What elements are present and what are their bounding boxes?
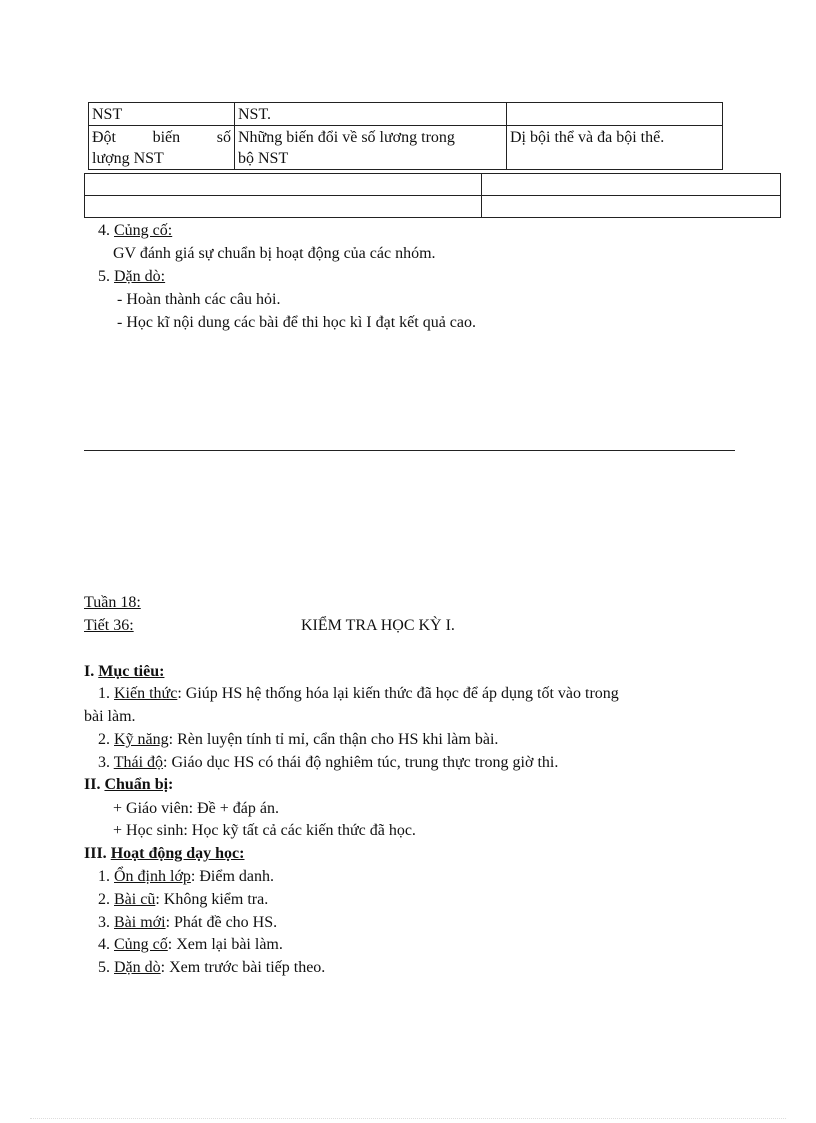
section-number: II. bbox=[84, 776, 101, 793]
table-row bbox=[89, 103, 723, 126]
section-heading bbox=[84, 776, 173, 794]
section-number: III. bbox=[84, 845, 107, 862]
section-number: I. bbox=[84, 663, 95, 680]
objective-item bbox=[98, 731, 498, 749]
table-cell bbox=[482, 196, 781, 218]
item-number: 3. bbox=[98, 914, 110, 931]
item-number: 5. bbox=[98, 959, 110, 976]
item-label: Kỹ năng bbox=[114, 731, 169, 748]
activity-item bbox=[98, 959, 325, 977]
classification-table bbox=[88, 102, 723, 170]
item-text: : Không kiểm tra. bbox=[155, 891, 269, 908]
dan-do-heading bbox=[98, 268, 165, 286]
cung-co-text: GV đánh giá sự chuẩn bị hoạt động của các nhóm. bbox=[113, 245, 436, 262]
cell-line: bộ NST bbox=[238, 150, 289, 167]
item-label: Củng cố: bbox=[114, 222, 173, 239]
item-label: Bài mới bbox=[114, 914, 166, 931]
item-number: 1. bbox=[98, 868, 110, 885]
section-title: Hoạt động dạy học: bbox=[110, 845, 245, 862]
item-text: : Phát đề cho HS. bbox=[165, 914, 278, 931]
table-row bbox=[85, 174, 781, 196]
item-text: : Xem lại bài làm. bbox=[167, 936, 283, 953]
justified-line bbox=[92, 127, 231, 148]
item-number: 4. bbox=[98, 936, 110, 953]
item-label: Củng cố bbox=[114, 936, 168, 953]
item-label: Ổn định lớp bbox=[114, 868, 191, 885]
objective-item bbox=[98, 754, 558, 772]
item-text: : Rèn luyện tính tỉ mỉ, cẩn thận cho HS khi làm bài. bbox=[168, 731, 499, 748]
table-row bbox=[89, 126, 723, 170]
table-row bbox=[85, 196, 781, 218]
cell-line: lượng NST bbox=[92, 150, 164, 167]
dan-do-item: - Học kĩ nội dung các bài để thi học kì I đạt kết quả cao. bbox=[117, 314, 476, 331]
empty-table bbox=[84, 173, 781, 218]
item-text: : Xem trước bài tiếp theo. bbox=[160, 959, 326, 976]
item-label: Thái độ bbox=[113, 754, 164, 771]
table-cell: NST. bbox=[235, 103, 507, 126]
table-cell bbox=[85, 196, 482, 218]
objective-item bbox=[98, 685, 734, 703]
item-text: : Điểm danh. bbox=[190, 868, 274, 885]
item-number: 4. bbox=[98, 222, 110, 239]
week-label: Tuần 18: bbox=[84, 594, 141, 611]
item-label: Dặn dò: bbox=[114, 268, 166, 285]
preparation-item: + Giáo viên: Đề + đáp án. bbox=[113, 800, 279, 817]
table-cell bbox=[507, 103, 723, 126]
page-title: KIỂM TRA HỌC KỲ I. bbox=[301, 617, 455, 634]
item-label: Dặn dò bbox=[114, 959, 161, 976]
table-cell bbox=[89, 126, 235, 170]
page-edge-line bbox=[30, 1118, 786, 1119]
item-number: 2. bbox=[98, 731, 110, 748]
item-number: 1. bbox=[98, 685, 110, 702]
cell-word: biến bbox=[152, 129, 181, 146]
item-label: Kiến thức bbox=[114, 685, 178, 702]
item-text: : Giúp HS hệ thống hóa lại kiến thức đã học để áp dụng tốt vào trong bbox=[177, 685, 619, 702]
cell-word: Đột bbox=[92, 129, 116, 146]
activity-item bbox=[98, 936, 283, 954]
section-heading bbox=[84, 845, 244, 863]
cell-line: Những biến đổi về số lương trong bbox=[238, 129, 455, 146]
cell-word: số bbox=[216, 129, 231, 146]
table-cell: Dị bội thể và đa bội thể. bbox=[507, 126, 723, 170]
item-number: 2. bbox=[98, 891, 110, 908]
activity-item bbox=[98, 891, 268, 909]
item-number: 3. bbox=[98, 754, 110, 771]
preparation-item: + Học sinh: Học kỹ tất cả các kiến thức đã học. bbox=[113, 822, 416, 839]
section-colon: : bbox=[168, 776, 174, 793]
table-cell bbox=[235, 126, 507, 170]
item-text: : Giáo dục HS có thái độ nghiêm túc, trung thực trong giờ thi. bbox=[163, 754, 559, 771]
period-label: Tiết 36: bbox=[84, 617, 134, 634]
item-number: 5. bbox=[98, 268, 110, 285]
activity-item bbox=[98, 914, 277, 932]
table-cell: NST bbox=[89, 103, 235, 126]
section-heading bbox=[84, 663, 164, 681]
section-title: Chuẩn bị bbox=[104, 776, 169, 793]
table-cell bbox=[85, 174, 482, 196]
activity-item bbox=[98, 868, 274, 886]
objective-continuation: bài làm. bbox=[84, 708, 136, 725]
dan-do-item: - Hoàn thành các câu hỏi. bbox=[117, 291, 281, 308]
divider-line bbox=[84, 450, 735, 451]
item-label: Bài cũ bbox=[114, 891, 156, 908]
table-cell bbox=[482, 174, 781, 196]
section-title: Mục tiêu: bbox=[98, 663, 165, 680]
cung-co-heading bbox=[98, 222, 172, 240]
